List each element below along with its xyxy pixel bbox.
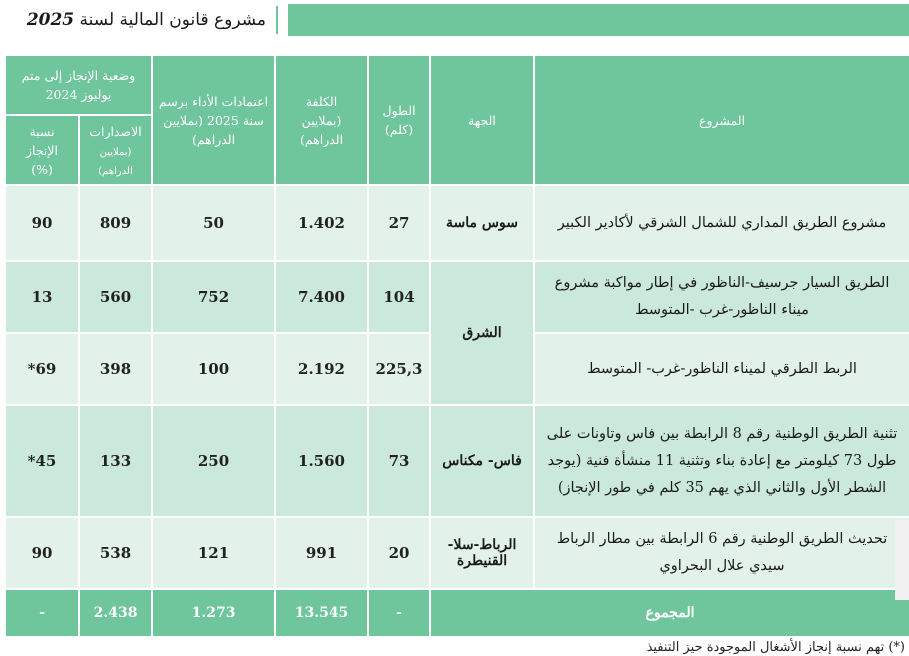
footnote: (*) تهم نسبة إنجاز الأشغال الموجودة حيز التنفيذ (646, 640, 905, 655)
title-year: 2025 (26, 10, 75, 30)
col-project-header: المشروع (534, 55, 909, 185)
cost-cell: 7.400 (275, 261, 368, 333)
rate-cell: 45* (5, 405, 79, 517)
table-row (5, 185, 909, 261)
rate-label-3: (%) (31, 161, 53, 177)
rate-label-2: الإنجاز (26, 142, 58, 158)
total-label: المجموع (430, 589, 909, 637)
projects-table (4, 54, 909, 638)
cost-cell: 991 (275, 517, 368, 589)
table-row (5, 261, 909, 333)
cost-cell: 2.192 (275, 333, 368, 405)
col-length-header (368, 55, 430, 185)
cost-cell: 1.560 (275, 405, 368, 517)
issued-cell: 133 (79, 405, 152, 517)
length-unit: (كلم) (384, 122, 414, 137)
rate-cell: 69* (5, 333, 79, 405)
table-row (5, 405, 909, 517)
length-cell: 20 (368, 517, 430, 589)
region-cell: فاس- مكناس (430, 405, 534, 517)
project-cell: الربط الطرقي لميناء الناظور-غرب- المتوسط (534, 333, 909, 405)
issued-cell: 809 (79, 185, 152, 261)
credits-cell: 50 (152, 185, 275, 261)
project-cell: تثنية الطريق الوطنية رقم 8 الرابطة بين فاس وتاونات على طول 73 كيلومتر مع إعادة بناء وتثنية 11 منشأة فنية (يوجد الشطر الأول والثاني الذي يهم 35 كلم في طور الإنجاز) (534, 405, 909, 517)
total-row (5, 589, 909, 637)
region-cell: سوس ماسة (430, 185, 534, 261)
total-issued: 2.438 (79, 589, 152, 637)
credits-cell: 752 (152, 261, 275, 333)
length-cell: 27 (368, 185, 430, 261)
credits-cell: 121 (152, 517, 275, 589)
cost-unit-2: الدراهم) (299, 131, 344, 147)
table-row (5, 517, 909, 589)
rate-cell: 90 (5, 517, 79, 589)
total-cost: 13.545 (275, 589, 368, 637)
region-cell: الشرق (430, 261, 534, 405)
issued-unit-2: الدراهم) (98, 165, 133, 177)
page-title (0, 4, 278, 36)
project-cell: الطريق السيار جرسيف-الناظور في إطار مواكبة مشروع ميناء الناظور-غرب -المتوسط (534, 261, 909, 333)
issued-cell: 560 (79, 261, 152, 333)
cost-cell: 1.402 (275, 185, 368, 261)
issued-cell: 398 (79, 333, 152, 405)
col-region-header: الجهة (430, 55, 534, 185)
region-cell: الرباط-سلا-القنيطرة (430, 517, 534, 589)
total-rate: - (5, 589, 79, 637)
project-cell: مشروع الطريق المداري للشمال الشرقي لأكادير الكبير (534, 185, 909, 261)
length-cell: 73 (368, 405, 430, 517)
title-text: مشروع قانون المالية لسنة (79, 10, 266, 30)
total-credits: 1.273 (152, 589, 275, 637)
credits-cell: 100 (152, 333, 275, 405)
cost-unit-1: (بملايين (301, 112, 342, 128)
length-cell: 104 (368, 261, 430, 333)
cost-label: الكلفة (305, 93, 338, 109)
rate-cell: 90 (5, 185, 79, 261)
col-credits-header: اعتمادات الأداء برسم سنة 2025 (بملايين الدراهم) (152, 55, 275, 185)
header-row-1 (5, 55, 909, 115)
col-rate-header (5, 115, 79, 185)
length-label: الطول (382, 103, 416, 118)
credits-cell: 250 (152, 405, 275, 517)
project-cell: تحديث الطريق الوطنية رقم 6 الرابطة بين مطار الرباط سيدي علال البحراوي (534, 517, 909, 589)
rate-cell: 13 (5, 261, 79, 333)
issued-unit-1: (بملايين (99, 146, 132, 158)
rate-label-1: نسبة (29, 123, 55, 139)
total-length: - (368, 589, 430, 637)
header-accent-bar (288, 4, 909, 36)
issued-cell: 538 (79, 517, 152, 589)
length-cell: 225,3 (368, 333, 430, 405)
col-issued-header (79, 115, 152, 185)
col-cost-header (275, 55, 368, 185)
issued-label: الاصدارات (89, 123, 142, 139)
col-status-header: وضعية الإنجاز إلى متم يوليوز 2024 (5, 55, 152, 115)
title-separator (276, 6, 278, 34)
page-edge-shadow (895, 520, 909, 600)
